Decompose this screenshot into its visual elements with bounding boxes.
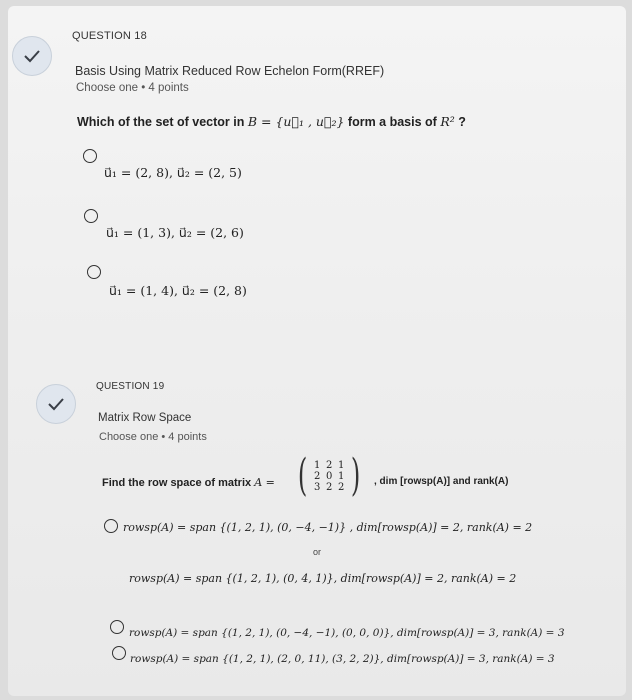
q18-option-2-radio[interactable] [84, 209, 98, 223]
q18-title: Basis Using Matrix Reduced Row Echelon Form(RREF) [75, 64, 385, 78]
q19-prompt-end: , dim [rowsp(A)] and rank(A) [374, 476, 509, 487]
q18-option-2-label[interactable]: u⃗₁ = (1, 3), u⃗₂ = (2, 6) [106, 225, 244, 240]
q19-option-3-radio[interactable] [112, 646, 126, 660]
or-separator: or [313, 547, 322, 557]
q18-prompt-mid: form a basis of [347, 115, 437, 129]
matrix-grid [311, 460, 347, 493]
q19-option-1-radio[interactable] [104, 519, 118, 533]
q18-prompt-end: ? [458, 115, 466, 129]
q19-subtitle: Choose one • 4 points [99, 431, 207, 443]
q18-option-3-radio[interactable] [87, 265, 101, 279]
matrix-left-paren: ( [297, 450, 308, 501]
checkmark-icon [23, 49, 41, 63]
q19-prompt-start: Find the row space of matrix [102, 477, 252, 489]
q19-matrix [294, 450, 364, 501]
matrix-cell: 2 [325, 459, 333, 471]
matrix-cell: 2 [337, 481, 345, 493]
matrix-cell: 3 [313, 481, 321, 493]
q19-prompt-matrix-name: A = [254, 476, 275, 489]
q18-prompt-set: B = {u⃗₁ , u⃗₂} [247, 114, 345, 129]
matrix-cell: 1 [337, 470, 345, 482]
matrix-cell: 1 [337, 459, 345, 471]
q18-prompt [77, 114, 466, 129]
question-card [8, 6, 626, 696]
q18-prompt-space: R² [440, 114, 455, 129]
q18-subtitle: Choose one • 4 points [76, 82, 189, 94]
checkmark-icon [47, 397, 65, 411]
q19-option-3-label[interactable]: rowsp(A) = span {(1, 2, 1), (2, 0, 11), (3, 2, 2)}, dim[rowsp(A)] = 3, rank(A) = 3 [130, 653, 555, 665]
q18-option-3-label[interactable]: u⃗₁ = (1, 4), u⃗₂ = (2, 8) [109, 283, 247, 298]
q19-alt-answer-line: rowsp(A) = span {(1, 2, 1), (0, 4, 1)}, dim[rowsp(A)] = 2, rank(A) = 2 [129, 572, 517, 585]
q19-status-badge [36, 384, 76, 424]
q18-option-1-radio[interactable] [83, 149, 97, 163]
q18-status-badge [12, 36, 52, 76]
matrix-cell: 2 [325, 481, 333, 493]
q19-option-2-radio[interactable] [110, 620, 124, 634]
q19-label: QUESTION 19 [96, 381, 165, 392]
q19-prompt [102, 476, 275, 489]
matrix-cell: 2 [313, 470, 321, 482]
matrix-cell: 1 [313, 459, 321, 471]
q19-option-1-label[interactable]: rowsp(A) = span {(1, 2, 1), (0, −4, −1)} , dim[rowsp(A)] = 2, rank(A) = 2 [123, 521, 533, 534]
q19-option-2-label[interactable]: rowsp(A) = span {(1, 2, 1), (0, −4, −1), (0, 0, 0)}, dim[rowsp(A)] = 3, rank(A) = 3 [129, 627, 565, 639]
q18-label: QUESTION 18 [72, 30, 147, 42]
q18-option-1-label[interactable]: u⃗₁ = (2, 8), u⃗₂ = (2, 5) [104, 165, 242, 180]
q19-title: Matrix Row Space [98, 412, 192, 424]
q18-prompt-start: Which of the set of vector in [77, 115, 245, 129]
matrix-right-paren: ) [351, 450, 361, 501]
matrix-cell: 0 [325, 470, 333, 482]
